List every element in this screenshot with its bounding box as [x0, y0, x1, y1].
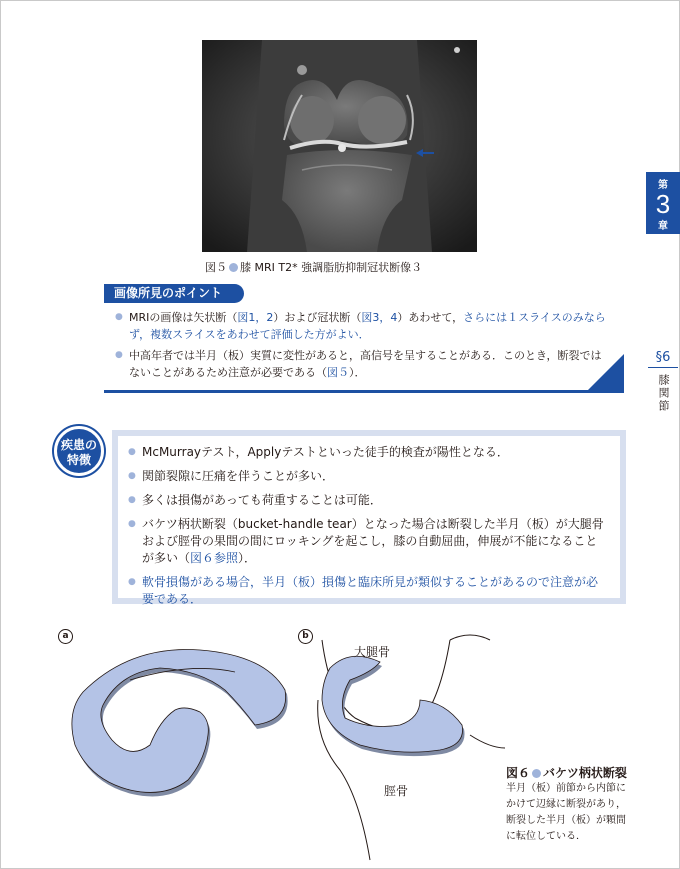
- points-emphasis: さらには１スライスのみならず，複数スライスをあわせて評価した方がよい．: [129, 311, 606, 341]
- section-name: 膝関節: [657, 374, 670, 413]
- points-text: MRIの画像は矢状断（: [129, 311, 238, 324]
- figure5-title: 膝 MRI T2* 強調脂肪抑制冠状断像３: [240, 261, 423, 274]
- bullet-dot-icon: [532, 769, 541, 778]
- section-tab: [648, 350, 678, 413]
- mri-image: [202, 40, 477, 252]
- points-text: ）．: [349, 366, 366, 379]
- points-text: 中高年者では半月（板）実質に変性があると，高信号を呈することがある．このとき，断裂ではないことがあるため注意が必要である（: [129, 349, 602, 379]
- disease-item-4: [128, 516, 608, 567]
- points-heading: 画像所見のポイント: [104, 284, 244, 303]
- points-item-1: [115, 309, 610, 343]
- figure5-caption: [205, 259, 422, 275]
- points-text: ）あわせて，: [397, 311, 464, 324]
- meniscus-diagram-a: [72, 650, 288, 797]
- figure6-description: 半月（板）前節から内節にかけて辺縁に断裂があり，断裂した半月（板）が顆間に転位している．: [506, 783, 626, 842]
- points-item-2: [115, 347, 610, 381]
- figure-ref-link: 図５: [327, 366, 349, 379]
- figure-label-b: b: [298, 629, 313, 644]
- figure-label-a: a: [58, 629, 73, 644]
- bullet-dot-icon: [229, 263, 238, 272]
- badge-line: 特徴: [66, 453, 91, 467]
- figure-ref-link: 図６参照: [190, 551, 239, 565]
- disease-item-3: ● 多くは損傷があっても荷重することは可能．: [128, 492, 608, 509]
- disease-text: バケツ柄状断裂（bucket-handle tear）となった場合は断裂した半月（板）が大腿骨および脛骨の果間の間にロッキングを起こし，膝の自動屈曲，伸展が不能になることが多い（: [142, 517, 604, 565]
- disease-badge: [54, 426, 104, 476]
- figure6-caption: [506, 764, 627, 781]
- points-list: [115, 309, 610, 385]
- disease-item-5: ● 軟骨損傷がある場合，半月（板）損傷と臨床所見が類似することがあるので注意が必要である．: [128, 574, 608, 608]
- section-number: §6: [648, 350, 678, 368]
- femur-label: 大腿骨: [354, 645, 391, 659]
- section-divider: [104, 390, 624, 393]
- tibia-label: 脛骨: [384, 784, 409, 798]
- figure-ref-link: 図1，2: [237, 311, 274, 324]
- figure6-title: バケツ柄状断裂: [543, 766, 627, 780]
- chapter-prefix: 第: [658, 180, 668, 191]
- figure6-number: 図６: [506, 766, 531, 780]
- badge-line: 疾患の: [60, 438, 97, 452]
- corner-triangle: [586, 352, 626, 392]
- figure-ref-link: 図3，4: [361, 311, 398, 324]
- chapter-tab: [646, 172, 680, 234]
- chapter-number: 3: [655, 189, 671, 219]
- disease-text: ）．: [238, 551, 257, 565]
- points-text: ）および冠状断（: [273, 311, 362, 324]
- chapter-suffix: 章: [658, 221, 668, 232]
- disease-item-1: ● McMurrayテスト，Applyテストといった徒手的検査が陽性となる．: [128, 444, 608, 461]
- disease-item-2: ● 関節裂隙に圧痛を伴うことが多い．: [128, 468, 608, 485]
- figure5-number: 図５: [205, 261, 227, 274]
- mri-knee-coronal-image: [202, 40, 477, 252]
- knee-diagram-b: [318, 635, 505, 860]
- disease-list: [128, 444, 608, 615]
